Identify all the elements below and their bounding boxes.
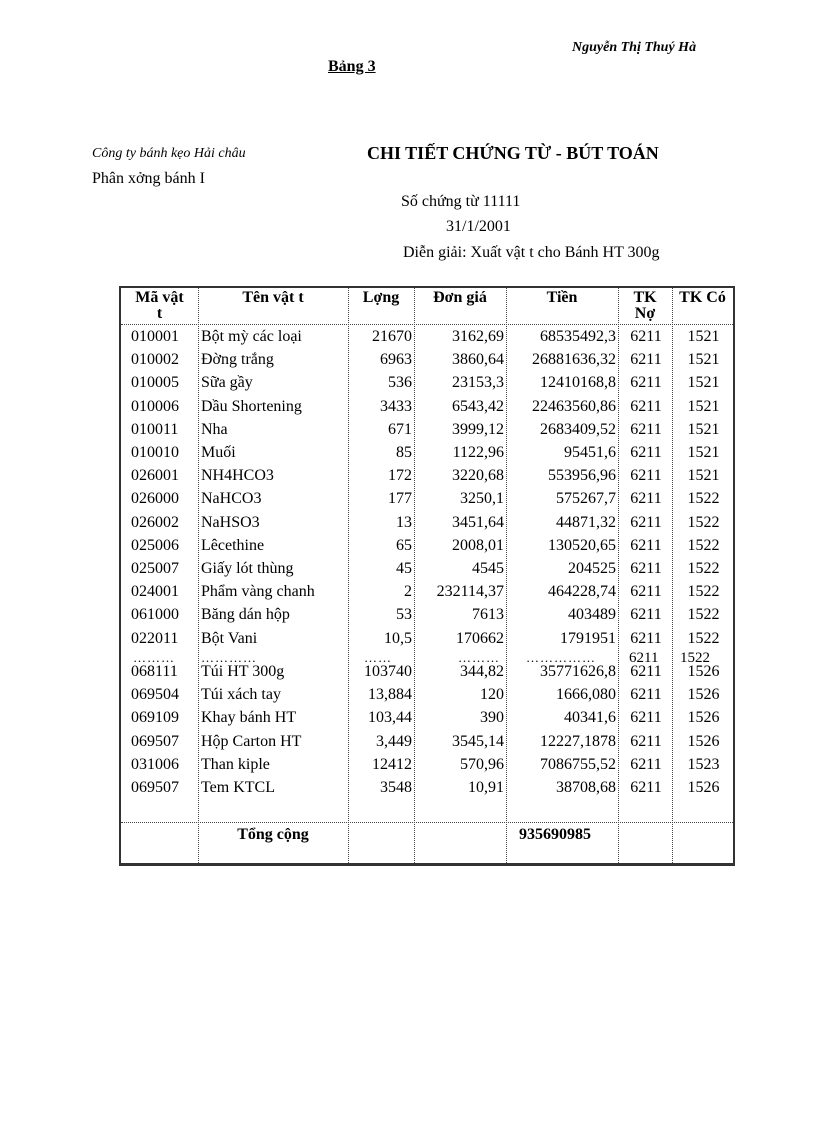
cell-name: Lêcethine: [201, 536, 265, 554]
cell-qty: 13,884: [368, 686, 412, 704]
cell-credit: 1521: [687, 351, 720, 369]
cell-code: 026002: [131, 513, 179, 531]
cell-qty: 65: [396, 536, 412, 554]
cell-qty: 103,44: [368, 709, 412, 727]
document-title: CHI TIẾT CHỨNG TỪ - BÚT TOÁN: [367, 143, 659, 163]
cell-price: 2008,01: [452, 536, 504, 554]
cell-qty: 103740: [364, 663, 412, 680]
cell-credit: 1521: [687, 467, 720, 485]
cell-amount: 22463560,86: [532, 397, 616, 415]
cell-price: 6543,42: [452, 397, 504, 415]
cell-code: 026000: [131, 490, 179, 508]
table-row: [121, 419, 733, 442]
cell-price: 3220,68: [452, 467, 504, 485]
cell-name: Nha: [201, 420, 228, 438]
cell-price: 1122,96: [452, 444, 504, 461]
cell-debit: 6211: [630, 536, 662, 554]
cell-debit: 6211: [630, 779, 662, 796]
cell-name: NaHSO3: [201, 513, 260, 531]
cell-debit: 6211: [630, 583, 662, 601]
cell-code: 024001: [131, 583, 179, 601]
ellipsis-amount: ……………: [526, 650, 596, 665]
cell-qty: 13: [396, 513, 412, 531]
cell-name: Hộp Carton HT: [201, 732, 302, 750]
table-row: [121, 396, 733, 419]
cell-amount: 26881636,32: [532, 351, 616, 369]
table-row: [121, 465, 733, 488]
cell-price: 232114,37: [436, 583, 504, 601]
cell-credit: 1522: [687, 513, 720, 531]
header-price: Đơn giá: [433, 289, 487, 306]
header-name: Tên vật t: [242, 289, 304, 306]
cell-price: 170662: [456, 629, 504, 647]
cell-qty: 6963: [380, 351, 412, 369]
cell-price: 10,91: [468, 779, 504, 796]
cell-code: 069109: [131, 709, 179, 727]
cell-code: 010001: [131, 328, 179, 345]
cell-name: Bột mỳ các loại: [201, 328, 302, 345]
cell-debit: 6211: [630, 606, 662, 624]
cell-debit: 6211: [630, 686, 662, 704]
cell-name: NaHCO3: [201, 490, 262, 508]
cell-code: 010011: [131, 420, 179, 438]
cell-qty: 3548: [380, 779, 412, 796]
cell-credit: 1522: [687, 560, 720, 577]
author-name: Nguyễn Thị Thuý Hà: [572, 40, 697, 55]
cell-code: 025007: [131, 560, 179, 577]
document-description: Diễn giải: Xuất vật t cho Bánh HT 300g: [403, 244, 660, 261]
cell-amount: 575267,7: [556, 490, 616, 508]
cell-code: 010006: [131, 397, 179, 415]
cell-code: 010002: [131, 351, 179, 369]
table-row: [121, 558, 733, 581]
cell-amount: 1666,080: [556, 686, 616, 704]
cell-credit: 1522: [687, 536, 720, 554]
cell-amount: 44871,32: [556, 513, 616, 531]
table-row: [121, 442, 733, 465]
cell-name: Sữa gầy: [201, 374, 253, 392]
cell-price: 3250,1: [460, 490, 504, 508]
cell-debit: 6211: [630, 709, 662, 727]
document-number: Số chứng từ 11111: [401, 193, 521, 210]
cell-qty: 3433: [380, 397, 412, 415]
ellipsis-debit: 6211: [629, 650, 659, 666]
cell-name: Túi xách tay: [201, 686, 281, 704]
cell-credit: 1522: [687, 490, 720, 508]
cell-amount: 68535492,3: [540, 328, 616, 345]
cell-credit: 1522: [687, 606, 720, 624]
cell-debit: 6211: [630, 420, 662, 438]
cell-price: 344,82: [460, 663, 504, 680]
table-label: Bảng 3: [328, 58, 376, 75]
cell-price: 7613: [472, 606, 504, 624]
cell-credit: 1521: [687, 328, 720, 345]
cell-price: 3162,69: [452, 328, 504, 345]
cell-qty: 85: [396, 444, 412, 461]
cell-amount: 464228,74: [548, 583, 616, 601]
cell-name: Túi HT 300g: [201, 663, 285, 680]
cell-name: Tem KTCL: [201, 779, 275, 796]
table-row: [121, 777, 733, 800]
cell-code: 069507: [131, 779, 179, 796]
cell-debit: 6211: [630, 444, 662, 461]
table-row: [121, 512, 733, 535]
table-row: [121, 604, 733, 627]
table-row: [121, 372, 733, 395]
voucher-table: [119, 286, 735, 866]
cell-qty: 177: [388, 490, 412, 508]
cell-debit: 6211: [630, 755, 662, 773]
header-code: Mã vật t: [135, 289, 184, 322]
header-divider: [121, 324, 733, 325]
cell-credit: 1526: [687, 732, 720, 750]
cell-debit: 6211: [630, 467, 662, 485]
cell-qty: 172: [388, 467, 412, 485]
cell-price: 4545: [472, 560, 504, 577]
cell-qty: 671: [388, 420, 412, 438]
cell-price: 3545,14: [452, 732, 504, 750]
cell-amount: 130520,65: [548, 536, 616, 554]
cell-debit: 6211: [630, 397, 662, 415]
cell-code: 031006: [131, 755, 179, 773]
cell-amount: 35771626,8: [540, 663, 616, 680]
cell-amount: 2683409,52: [540, 420, 616, 438]
cell-qty: 12412: [372, 755, 412, 773]
total-divider: [121, 822, 733, 823]
table-row: [121, 326, 733, 349]
cell-price: 390: [480, 709, 504, 727]
cell-debit: 6211: [630, 351, 662, 369]
cell-code: 010010: [131, 444, 179, 461]
cell-credit: 1521: [687, 420, 720, 438]
table-row: [121, 731, 733, 754]
header-credit: TK Có: [679, 289, 726, 306]
header-qty: Lợng: [362, 289, 400, 306]
cell-qty: 10,5: [384, 629, 412, 647]
cell-credit: 1526: [687, 779, 720, 796]
cell-name: Băng dán hộp: [201, 606, 290, 624]
cell-code: 069507: [131, 732, 179, 750]
table-row: [121, 349, 733, 372]
cell-amount: 12227,1878: [540, 732, 616, 750]
cell-debit: 6211: [630, 629, 662, 647]
ellipsis-name: …………: [201, 650, 257, 665]
cell-name: Dầu Shortening: [201, 397, 302, 415]
header-debit: TK Nợ: [633, 289, 657, 322]
cell-qty: 3,449: [376, 732, 412, 750]
table-row: [121, 581, 733, 604]
table-row: [121, 707, 733, 730]
cell-amount: 38708,68: [556, 779, 616, 796]
table-row: [121, 684, 733, 707]
cell-name: Giấy lót thùng: [201, 560, 294, 577]
cell-code: 068111: [131, 663, 178, 680]
cell-name: Phẩm vàng chanh: [201, 583, 315, 601]
cell-amount: 553956,96: [548, 467, 616, 485]
workshop-name: Phân xởng bánh I: [92, 170, 205, 187]
cell-qty: 2: [404, 583, 412, 601]
cell-qty: 53: [396, 606, 412, 624]
ellipsis-price: ………: [458, 650, 500, 665]
document-date: 31/1/2001: [446, 218, 511, 235]
cell-amount: 204525: [568, 560, 616, 577]
table-row: [121, 488, 733, 511]
cell-debit: 6211: [630, 513, 662, 531]
cell-qty: 21670: [372, 328, 412, 345]
cell-amount: 403489: [568, 606, 616, 624]
cell-credit: 1526: [687, 709, 720, 727]
cell-price: 120: [480, 686, 504, 704]
total-amount: 935690985: [519, 826, 591, 843]
cell-code: 025006: [131, 536, 179, 554]
cell-amount: 1791951: [560, 629, 616, 647]
cell-price: 23153,3: [452, 374, 504, 392]
cell-credit: 1523: [687, 755, 720, 773]
cell-debit: 6211: [630, 560, 662, 577]
table-row: [121, 535, 733, 558]
cell-credit: 1521: [687, 397, 720, 415]
cell-amount: 40341,6: [564, 709, 616, 727]
cell-debit: 6211: [630, 490, 662, 508]
cell-amount: 7086755,52: [540, 755, 616, 773]
cell-code: 069504: [131, 686, 179, 704]
cell-amount: 12410168,8: [540, 374, 616, 392]
table-row: [121, 628, 733, 651]
cell-credit: 1521: [687, 444, 720, 461]
header-amount: Tiền: [546, 289, 578, 306]
ellipsis-code: ………: [133, 650, 175, 665]
total-label: Tổng cộng: [237, 826, 309, 843]
cell-credit: 1521: [687, 374, 720, 392]
cell-code: 026001: [131, 467, 179, 485]
cell-credit: 1522: [687, 583, 720, 601]
cell-code: 022011: [131, 629, 179, 647]
cell-debit: 6211: [630, 328, 662, 345]
cell-price: 3999,12: [452, 420, 504, 438]
cell-price: 3451,64: [452, 513, 504, 531]
ellipsis-credit: 1522: [680, 650, 710, 666]
cell-name: Khay bánh HT: [201, 709, 297, 727]
cell-credit: 1526: [687, 663, 720, 680]
cell-amount: 95451,6: [564, 444, 616, 461]
cell-qty: 45: [396, 560, 412, 577]
cell-debit: 6211: [630, 732, 662, 750]
cell-name: NH4HCO3: [201, 467, 274, 485]
cell-name: Đờng trắng: [201, 351, 274, 369]
cell-credit: 1522: [687, 629, 720, 647]
cell-name: Bột Vani: [201, 629, 258, 647]
ellipsis-qty: ……: [364, 650, 392, 665]
cell-credit: 1526: [687, 686, 720, 704]
cell-code: 010005: [131, 374, 179, 392]
table-row: [121, 754, 733, 777]
cell-code: 061000: [131, 606, 179, 624]
cell-name: Muối: [201, 444, 236, 461]
company-name: Công ty bánh kẹo Hải châu: [92, 146, 246, 161]
cell-debit: 6211: [630, 663, 662, 680]
cell-price: 3860,64: [452, 351, 504, 369]
cell-debit: 6211: [630, 374, 662, 392]
cell-name: Than kiple: [201, 755, 270, 773]
cell-price: 570,96: [460, 755, 504, 773]
cell-qty: 536: [388, 374, 412, 392]
